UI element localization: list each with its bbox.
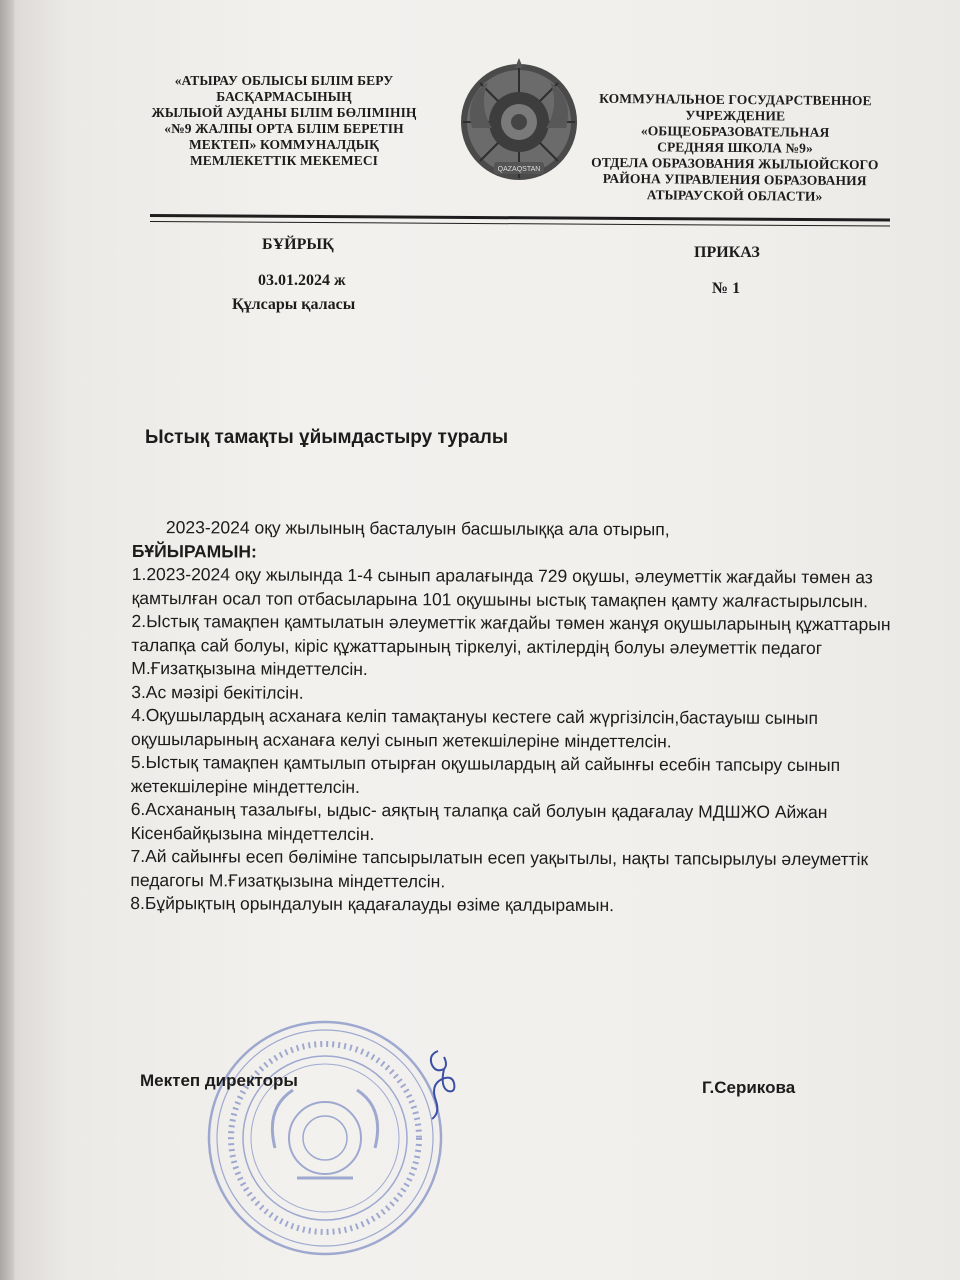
order-item: 3.Ас мәзірі бекітілсін. <box>131 681 304 703</box>
school-seal-icon <box>205 1018 445 1258</box>
header-left-line: ЖЫЛЫОЙ АУДАНЫ БІЛІМ БӨЛІМІНІҢ <box>151 105 417 120</box>
header-divider-thick <box>150 214 890 222</box>
state-emblem-icon <box>458 58 580 190</box>
header-russian-institution <box>590 91 881 206</box>
header-left-line: БАСҚАРМАСЫНЫҢ <box>216 89 352 104</box>
header-right-line: КОММУНАЛЬНОЕ ГОСУДАРСТВЕННОЕ <box>599 90 872 109</box>
intro-text: 2023-2024 оқу жылының басталуын басшылыққа ала отырып, <box>165 517 670 540</box>
header-kazakh-institution <box>150 73 418 169</box>
order-date: 03.01.2024 ж <box>258 272 346 289</box>
header-left-line: МЕМЛЕКЕТТІК МЕКЕМЕСІ <box>189 153 379 168</box>
order-label-kazakh: БҰЙРЫҚ <box>262 236 334 253</box>
header-right-line: АТЫРАУСКОЙ ОБЛАСТИ» <box>646 187 823 204</box>
signature-position: Мектеп директоры <box>140 1071 298 1090</box>
director-signature-icon <box>418 1043 488 1123</box>
order-item: 2.Ыстық тамақпен қамтылатын әлеуметтік жағдайы төмен жанұя оқушыларының құжаттарын талапқа сай болуы, кіріс құжаттарының тіркелуі, актілердің болуы әлеуметтік педагог М.Ғизатқызына міндеттелсін. <box>131 610 891 680</box>
order-city: Құлсары қаласы <box>232 296 356 313</box>
header-left-line: МЕКТЕП» КОММУНАЛДЫҚ <box>188 137 380 152</box>
header-right-line: ОТДЕЛА ОБРАЗОВАНИЯ ЖЫЛЫОЙСКОГО <box>591 154 879 173</box>
paper-edge <box>0 0 14 1280</box>
order-item: 7.Ай сайынғы есеп бөліміне тапсырылатын есеп уақытылы, нақты тапсырылуы әлеуметтік педагогы М.Ғизатқызына міндеттелсін. <box>130 845 869 891</box>
header-divider-thin <box>150 221 890 227</box>
order-item: 1.2023-2024 оқу жылында 1-4 сынып аралағында 729 оқушы, әлеуметтік жағдайы төмен аз қамтылған осал топ отбасыларына 101 оқушыны ыстық тамақпен қамту жалғастырылсын. <box>131 563 873 611</box>
header-left-line: «АТЫРАУ ОБЛЫСЫ БІЛІМ БЕРУ <box>174 73 394 88</box>
header-right-line: УЧРЕЖДЕНИЕ «ОБЩЕОБРАЗОВАТЕЛЬНАЯ <box>640 107 830 140</box>
order-number: № 1 <box>712 280 741 297</box>
emblem-text: QAZAQSTAN <box>497 166 541 173</box>
order-body <box>130 516 912 919</box>
order-item: 4.Оқушылардың асханаға келіп тамақтануы кестеге сай жүргізілсін,бастауыш сынып оқушыларының асханаға келуі сынып жетекшілеріне міндеттелсін. <box>130 704 819 751</box>
order-item: 5.Ыстық тамақпен қамтылып отырған оқушылардың ай сайынғы есебін тапсыру сынып жетекшілеріне міндеттелсін. <box>130 751 841 797</box>
order-item: 8.Бұйрықтың орындалуын қадағалауды өзіме қалдырамын. <box>130 892 615 916</box>
header-right-line: РАЙОНА УПРАВЛЕНИЯ ОБРАЗОВАНИЯ <box>602 170 867 189</box>
order-label-russian: ПРИКАЗ <box>694 244 760 261</box>
directive-heading: БҰЙЫРАМЫН: <box>131 540 257 562</box>
signature-name: Г.Серикова <box>702 1078 796 1097</box>
order-item: 6.Асхананың тазалығы, ыдыс- аяқтың талапқа сай болуын қадағалау МДШЖО Айжан Кісенбайқызына міндеттелсін. <box>130 798 828 844</box>
header-left-line: «№9 ЖАЛПЫ ОРТА БІЛІМ БЕРЕТІН <box>164 121 404 136</box>
document-title: Ыстық тамақты ұйымдастыру туралы <box>145 427 509 448</box>
header-right-line: СРЕДНЯЯ ШКОЛА №9» <box>657 139 813 156</box>
